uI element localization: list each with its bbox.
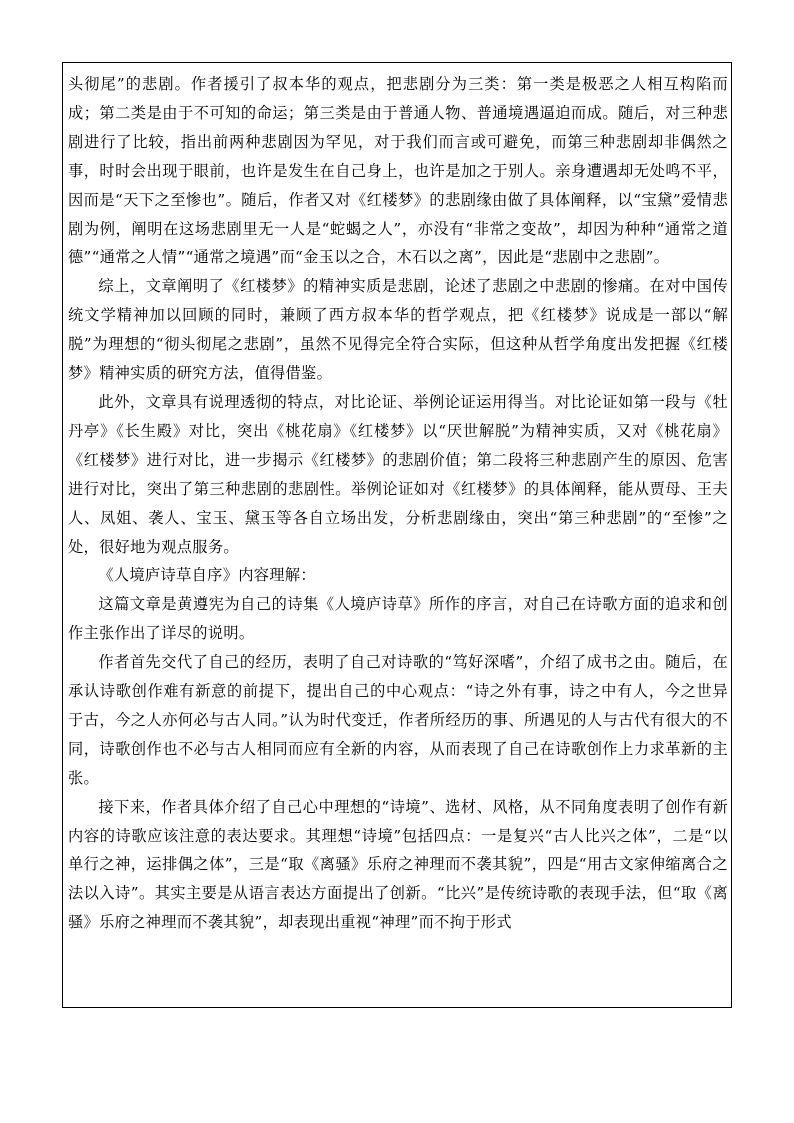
paragraph-3: 此外，文章具有说理透彻的特点，对比论证、举例论证运用得当。对比论证如第一段与《牡丹亭》《长生殿》对比，突出《桃花扇》《红楼梦》以“厌世解脱”为精神实质，又对《桃花扇》《红楼梦》进行对比，进一步揭示《红楼梦》的悲剧价值；第二段将三种悲剧产生的原因、危害进行对比，突出了第三种悲剧的悲剧性。举例论证如对《红楼梦》的具体阐释，能从贾母、王夫人、凤姐、袭人、宝玉、黛玉等各自立场出发，分析悲剧缘由，突出“第三种悲剧”的“至惨”之处，很好地为观点服务。: [68, 392, 728, 556]
paragraph-1: 头彻尾”的悲剧。作者援引了叔本华的观点，把悲剧分为三类：第一类是极恶之人相互构陷而成；第二类是由于不可知的命运；第三类是由于普通人物、普通境遇逼迫而成。随后，对三种悲剧进行了比较，指出前两种悲剧因为罕见，对于我们而言或可避免，而第三种悲剧却非偶然之事，时时会出现于眼前，也许是发生在自己身上，也许是加之于别人。亲身遭遇却无处鸣不平，因而是“天下之至惨也”。随后，作者又对《红楼梦》的悲剧缘由做了具体阐释，以“宝黛”爱情悲剧为例，阐明在这场悲剧里无一人是“蛇蝎之人”，亦没有“非常之变故”，却因为种种“通常之道德”“通常之人情”“通常之境遇”而“金玉以之合，木石以之离”，因此是“悲剧中之悲剧”。: [68, 75, 728, 267]
section-heading: 《人境庐诗草自序》内容理解：: [98, 566, 316, 585]
paragraph-5: 这篇文章是黄遵宪为自己的诗集《人境庐诗草》所作的序言，对自己在诗歌方面的追求和创作主张作出了详尽的说明。: [68, 595, 728, 643]
paragraph-2: 综上，文章阐明了《红楼梦》的精神实质是悲剧，论述了悲剧之中悲剧的惨痛。在对中国传统文学精神加以回顾的同时，兼顾了西方叔本华的哲学观点，把《红楼梦》说成是一部以“解脱”为理想的“彻头彻尾之悲剧”，虽然不见得完全符合实际，但这种从哲学角度出发把握《红楼梦》精神实质的研究方法，值得借鉴。: [68, 277, 728, 383]
paragraph-6: 作者首先交代了自己的经历，表明了自己对诗歌的“笃好深嗜”，介绍了成书之由。随后，在承认诗歌创作难有新意的前提下，提出自己的中心观点：“诗之外有事，诗之中有人，今之世异于古，今之人亦何必与古人同。”认为时代变迁，作者所经历的事、所遇见的人与古代有很大的不同，诗歌创作也不必与古人相同而应有全新的内容，从而表现了自己在诗歌创作上力求革新的主张。: [68, 653, 728, 787]
cell-content: [68, 70, 728, 937]
paragraph-7: 接下来，作者具体介绍了自己心中理想的“诗境”、选材、风格，从不同角度表明了创作有新内容的诗歌应该注意的表达要求。其理想“诗境”包括四点：一是复兴“古人比兴之体”，二是“以单行之神，运排偶之体”，三是“取《离骚》乐府之神理而不袭其貌”，四是“用古文家伸缩离合之法以入诗”。其实主要是从语言表达方面提出了创新。“比兴”是传统诗歌的表现手法，但“取《离骚》乐府之神理而不袭其貌”，却表现出重视“神理”而不拘于形式: [68, 797, 728, 932]
